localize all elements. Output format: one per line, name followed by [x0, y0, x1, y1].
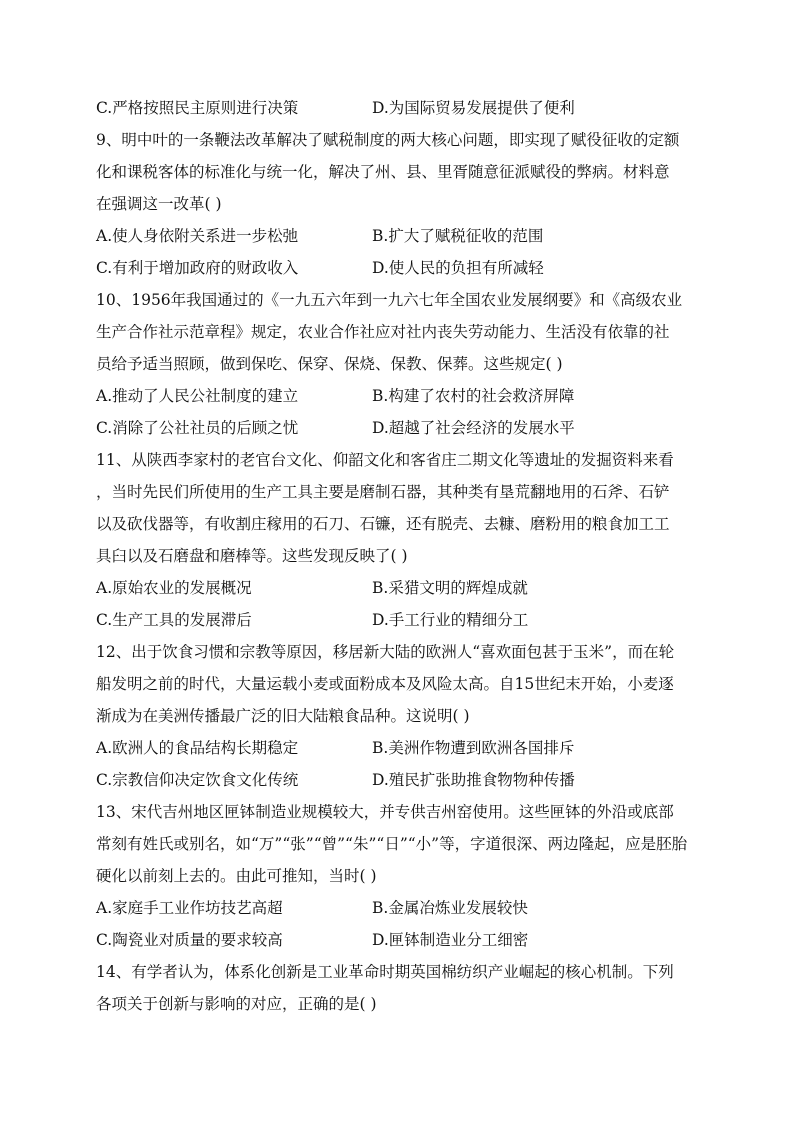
question-10 — [96, 284, 700, 444]
option-a: A.家庭手工业作坊技艺高超 — [96, 899, 283, 917]
question-text-line: 14、有学者认为，体系化创新是工业革命时期英国棉纺织产业崛起的核心机制。下列 — [96, 963, 674, 981]
options-row — [96, 412, 700, 444]
question-14 — [96, 956, 700, 1020]
option-a: A.使人身依附关系进一步松弛 — [96, 227, 299, 245]
option-b: B.采猎文明的辉煌成就 — [372, 579, 528, 597]
options-row — [96, 924, 700, 956]
question-text-line: 常刻有姓氏或别名，如“万”“张”“曾”“朱”“日”“小”等，字道很深、两边隆起，应是胚胎 — [96, 835, 688, 853]
options-row — [96, 732, 700, 764]
option-c: C.陶瓷业对质量的要求较高 — [96, 931, 283, 949]
option-b: B.金属冶炼业发展较快 — [372, 899, 528, 917]
option-d: D.匣钵制造业分工细密 — [372, 931, 529, 949]
question-text-line: 在强调这一改革( ) — [96, 195, 222, 213]
option-b: B.构建了农村的社会救济屏障 — [372, 387, 575, 405]
question-text-line: 具臼以及石磨盘和磨棒等。这些发现反映了( ) — [96, 547, 408, 565]
question-text-line: 硬化以前刻上去的。由此可推知，当时( ) — [96, 867, 377, 885]
options-row — [96, 764, 700, 796]
option-d: D.为国际贸易发展提供了便利 — [372, 99, 575, 117]
option-a: A.欧洲人的食品结构长期稳定 — [96, 739, 299, 757]
options-row — [96, 604, 700, 636]
options-row — [96, 892, 700, 924]
question-text-line: 11、从陕西李家村的老官台文化、仰韶文化和客省庄二期文化等遗址的发掘资料来看 — [96, 451, 674, 469]
question-11 — [96, 444, 700, 636]
options-row — [96, 220, 700, 252]
option-b: B.美洲作物遭到欧洲各国排斥 — [372, 739, 575, 757]
option-b: B.扩大了赋税征收的范围 — [372, 227, 544, 245]
option-c: C.严格按照民主原则进行决策 — [96, 99, 299, 117]
question-text-line: 13、宋代吉州地区匣钵制造业规模较大，并专供吉州窑使用。这些匣钵的外沿或底部 — [96, 803, 674, 821]
options-row — [96, 380, 700, 412]
question-text-line: 10、1956年我国通过的《一九五六年到一九六七年全国农业发展纲要》和《高级农业 — [96, 291, 683, 309]
question-text-line: 各项关于创新与影响的对应，正确的是( ) — [96, 995, 377, 1013]
question-text-line: 9、明中叶的一条鞭法改革解决了赋税制度的两大核心问题，即实现了赋役征收的定额 — [96, 131, 680, 149]
option-d: D.手工行业的精细分工 — [372, 611, 529, 629]
option-a: A.原始农业的发展概况 — [96, 579, 252, 597]
option-d: D.超越了社会经济的发展水平 — [372, 419, 575, 437]
option-d: D.使人民的负担有所减轻 — [372, 259, 544, 277]
question-text-line: 化和课税客体的标准化与统一化，解决了州、县、里胥随意征派赋役的弊病。材料意 — [96, 163, 670, 181]
option-c: C.有利于增加政府的财政收入 — [96, 259, 299, 277]
options-row — [96, 252, 700, 284]
question-text-line: 以及砍伐器等，有收割庄稼用的石刀、石镰，还有脱壳、去糠、磨粉用的粮食加工工 — [96, 515, 670, 533]
question-12 — [96, 636, 700, 796]
question-9 — [96, 124, 700, 284]
question-13 — [96, 796, 700, 956]
exam-page — [96, 92, 700, 1020]
options-row — [96, 572, 700, 604]
option-c: C.消除了公社社员的后顾之忧 — [96, 419, 299, 437]
question-text-line: 12、出于饮食习惯和宗教等原因，移居新大陆的欧洲人“喜欢面包甚于玉米”，而在轮 — [96, 643, 675, 661]
option-a: A.推动了人民公社制度的建立 — [96, 387, 299, 405]
question-text-line: ，当时先民们所使用的生产工具主要是磨制石器，其种类有垦荒翻地用的石斧、石铲 — [96, 483, 670, 501]
option-d: D.殖民扩张助推食物物种传播 — [372, 771, 575, 789]
question-text-line: 渐成为在美洲传播最广泛的旧大陆粮食品种。这说明( ) — [96, 707, 470, 725]
prev-question-options-row — [96, 92, 700, 124]
question-text-line: 船发明之前的时代，大量运载小麦或面粉成本及风险太高。自15世纪末开始，小麦逐 — [96, 675, 674, 693]
option-c: C.宗教信仰决定饮食文化传统 — [96, 771, 299, 789]
question-text-line: 生产合作社示范章程》规定，农业合作社应对社内丧失劳动能力、生活没有依靠的社 — [96, 323, 670, 341]
question-text-line: 员给予适当照顾，做到保吃、保穿、保烧、保教、保葬。这些规定( ) — [96, 355, 563, 373]
option-c: C.生产工具的发展滞后 — [96, 611, 252, 629]
